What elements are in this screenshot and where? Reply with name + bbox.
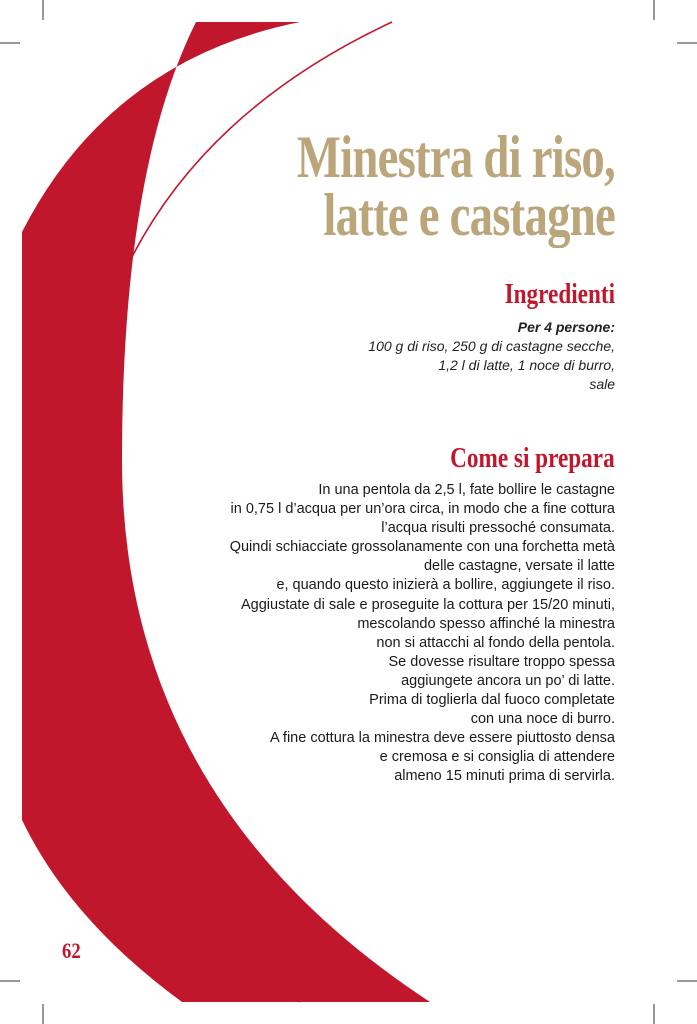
preparation-line: almeno 15 minuti prima di servirla.: [394, 768, 615, 785]
preparation-line: con una noce di burro.: [470, 711, 615, 728]
recipe-title: [296, 124, 615, 248]
preparation-text: [175, 481, 615, 787]
ingredient-line: 100 g di riso, 250 g di castagne secche,: [368, 338, 615, 354]
ingredient-line: 1,2 l di latte, 1 noce di burro,: [438, 357, 615, 373]
preparation-line: mescolando spesso affinché la minestra: [357, 615, 615, 632]
preparation-line: l’acqua risulti pressoché consumata.: [381, 520, 615, 537]
preparation-line: in 0,75 l d’acqua per un’ora circa, in modo che a fine cottura: [230, 501, 615, 518]
servings-label: Per 4 persone:: [517, 319, 615, 335]
preparation-line: non si attacchi al fondo della pentola.: [376, 634, 615, 651]
preparation-line: e cremosa e si consiglia di attendere: [379, 749, 615, 766]
preparation-line: Aggiustate di sale e proseguite la cottura per 15/20 minuti,: [240, 596, 615, 613]
ingredients-heading: Ingredienti: [504, 278, 615, 310]
title-line-2: latte e castagne: [323, 182, 615, 248]
preparation-line: Se dovesse risultare troppo spessa: [388, 653, 615, 670]
preparation-line: A fine cottura la minestra deve essere piuttosto densa: [270, 730, 615, 747]
preparation-heading: Come si prepara: [450, 442, 615, 474]
ingredient-line: sale: [589, 376, 615, 392]
preparation-line: aggiungete ancora un po’ di latte.: [401, 672, 615, 689]
title-line-1: Minestra di riso,: [296, 124, 615, 190]
preparation-line: e, quando questo inizierà a bollire, aggiungete il riso.: [276, 577, 615, 594]
ingredients-block: [285, 318, 615, 394]
page-number: 62: [62, 938, 81, 963]
preparation-line: In una pentola da 2,5 l, fate bollire le castagne: [318, 482, 615, 498]
preparation-line: Prima di toglierla dal fuoco completate: [369, 692, 615, 709]
preparation-line: Quindi schiacciate grossolanamente con una forchetta metà: [229, 539, 615, 556]
preparation-line: delle castagne, versate il latte: [423, 558, 615, 575]
